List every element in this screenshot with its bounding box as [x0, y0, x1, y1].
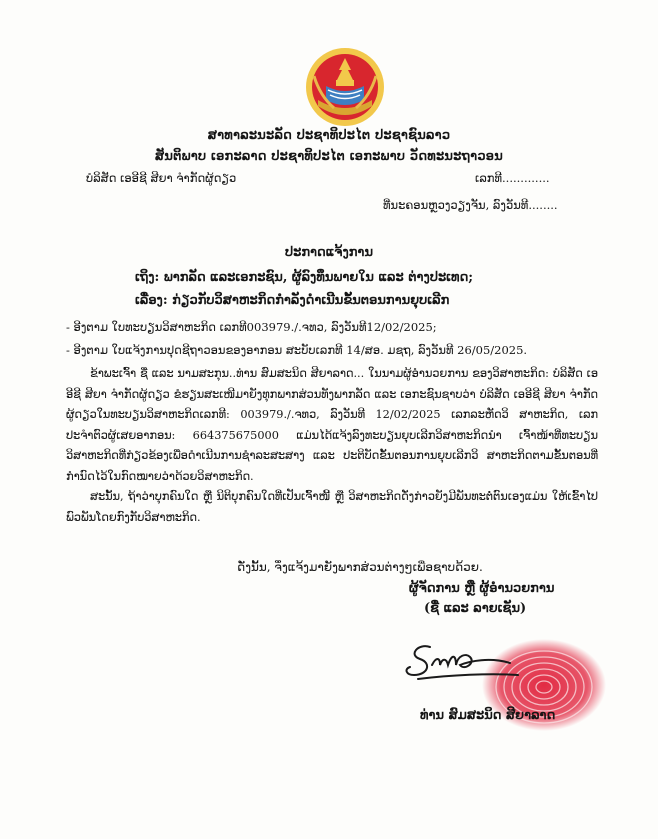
recipients-line: ເຖິງ: ພາກລັດ ແລະເອກະຊົນ, ຜູ້ລົງທຶນພາຍໃນ ແລະ ຕ່າງປະເທດ; — [135, 270, 474, 285]
handwritten-signature-icon — [400, 635, 530, 690]
signatory-title: ຜູ້ຈັດການ ຫຼື ຜູ້ອຳນວຍການ — [409, 581, 555, 596]
notice-title: ປະກາດແຈ້ງການ — [284, 245, 374, 260]
body-paragraph-2: ສະນັ້ນ, ຖ້າວ່າບຸກຄົນໃດ ຫຼື ນິຕິບຸກຄົນໃດທີ່ເປັນເຈົ້າໜີ້ ຫຼື ວິສາຫະກິດດັ່ງກ່າວຍັງມີພັນທະຕໍ່ຕົນເອງແມ່ນ ໃຫ້ເຂົ້າໄປພົວພັນໂດຍກົງກັບວິສາຫະກິດ. — [66, 490, 598, 524]
legal-reference-2: - ອີງຕາມ ໃບແຈ້ງການປຸດຊີຖາວອນຂອງອາກອນ ສະບັບເລກທີ 14/ສອ. ມຊຖ, ລົງວັນທີ 26/05/2025. — [66, 343, 528, 357]
national-motto-header: ສັນຕິພາບ ເອກະລາດ ປະຊາທິປະໄຕ ເອກະພາບ ວັດທະນະຖາວອນ — [155, 149, 503, 164]
subject-line: ເລື່ອງ: ກ່ຽວກັບວິສາຫະກິດກຳລັງດຳເນີນຂັ້ນຕອນການຍຸບເລີກ — [135, 293, 450, 308]
signer-name: ທ່ານ ສົມສະນິດ ສີຍາລາດ — [420, 708, 556, 723]
closing-sentence: ດັ່ງນັ້ນ, ຈຶ່ງແຈ້ງມາຍັງພາກສ່ວນຕ່າງໆເພື່ອຊາບດ້ວຍ. — [237, 560, 483, 574]
country-name-header: ສາທາລະນະລັດ ປະຊາທິປະໄຕ ປະຊາຊົນລາວ — [207, 128, 451, 143]
notice-body — [66, 364, 598, 528]
reference-number: ເລກທີ............. — [475, 171, 550, 185]
body-paragraph-1: ຂ້າພະເຈົ້າ ຊື່ ແລະ ນາມສະກຸນ..ທ່ານ ສົມສະນິດ ສີຍາລາດ... ໃນນາມຜູ້ອຳນວຍການ ຂອງວິສາຫະກິດ: ບໍລິສັດ ເອອີຊີ ສີຍາ ຈຳກັດຜູ້ດຽວ ຂໍຮຽນສະເໜີມາຍັງທຸກພາກສ່ວນທັງພາກລັດ ແລະ ເອກະຊົນຊາບວ່າ ບໍລິສັດ ເອອີຊີ ສີຍາ ຈຳກັດຜູ້ດຽວໃນທະບຽນວິສາຫະກິດເລກທີ: 003979./.ຈທວ, ລົງວັນທີ 12/02/2025 ເລກລະຫັດວິ ສາຫະກິດ, ເລກປະຈຳຕົວຜູ້ເສຍອາກອນ: 664375675000 ແມ່ນໄດ້ແຈ້ງລົງທະບຽນຍຸບເລີກວິສາຫະກິດນຳ ເຈົ້າໜ້າທີ່ທະບຽນວິສາຫະກິດທີ່ກ່ຽວຂ້ອງເພື່ອດຳເນີນການຊຳລະສະສາງ ແລະ ປະຕິບັດຂັ້ນຕອນການຍຸບເລີກວິ ສາຫະກິດຕາມຂັ້ນຕອນທີ່ກຳນົດໄວ້ໃນກົດໝາຍວ່າດ້ວຍວິສາຫະກິດ. — [66, 367, 598, 483]
place-and-date: ທີ່ນະຄອນຫຼວງວຽງຈັນ, ລົງວັນທີ........ — [383, 198, 558, 212]
signatory-subtitle: (ຊື່ ແລະ ລາຍເຊັນ) — [424, 601, 527, 616]
issuing-company: ບໍລິສັດ ເອອີຊີ ສີຍາ ຈຳກັດຜູ້ດຽວ — [86, 171, 237, 185]
national-emblem-icon — [304, 46, 386, 128]
legal-reference-1: - ອີງຕາມ ໃບທະບຽນວິສາຫະກິດ ເລກທີ003979./.ຈທວ, ລົງວັນທີ12/02/2025; — [66, 320, 437, 334]
